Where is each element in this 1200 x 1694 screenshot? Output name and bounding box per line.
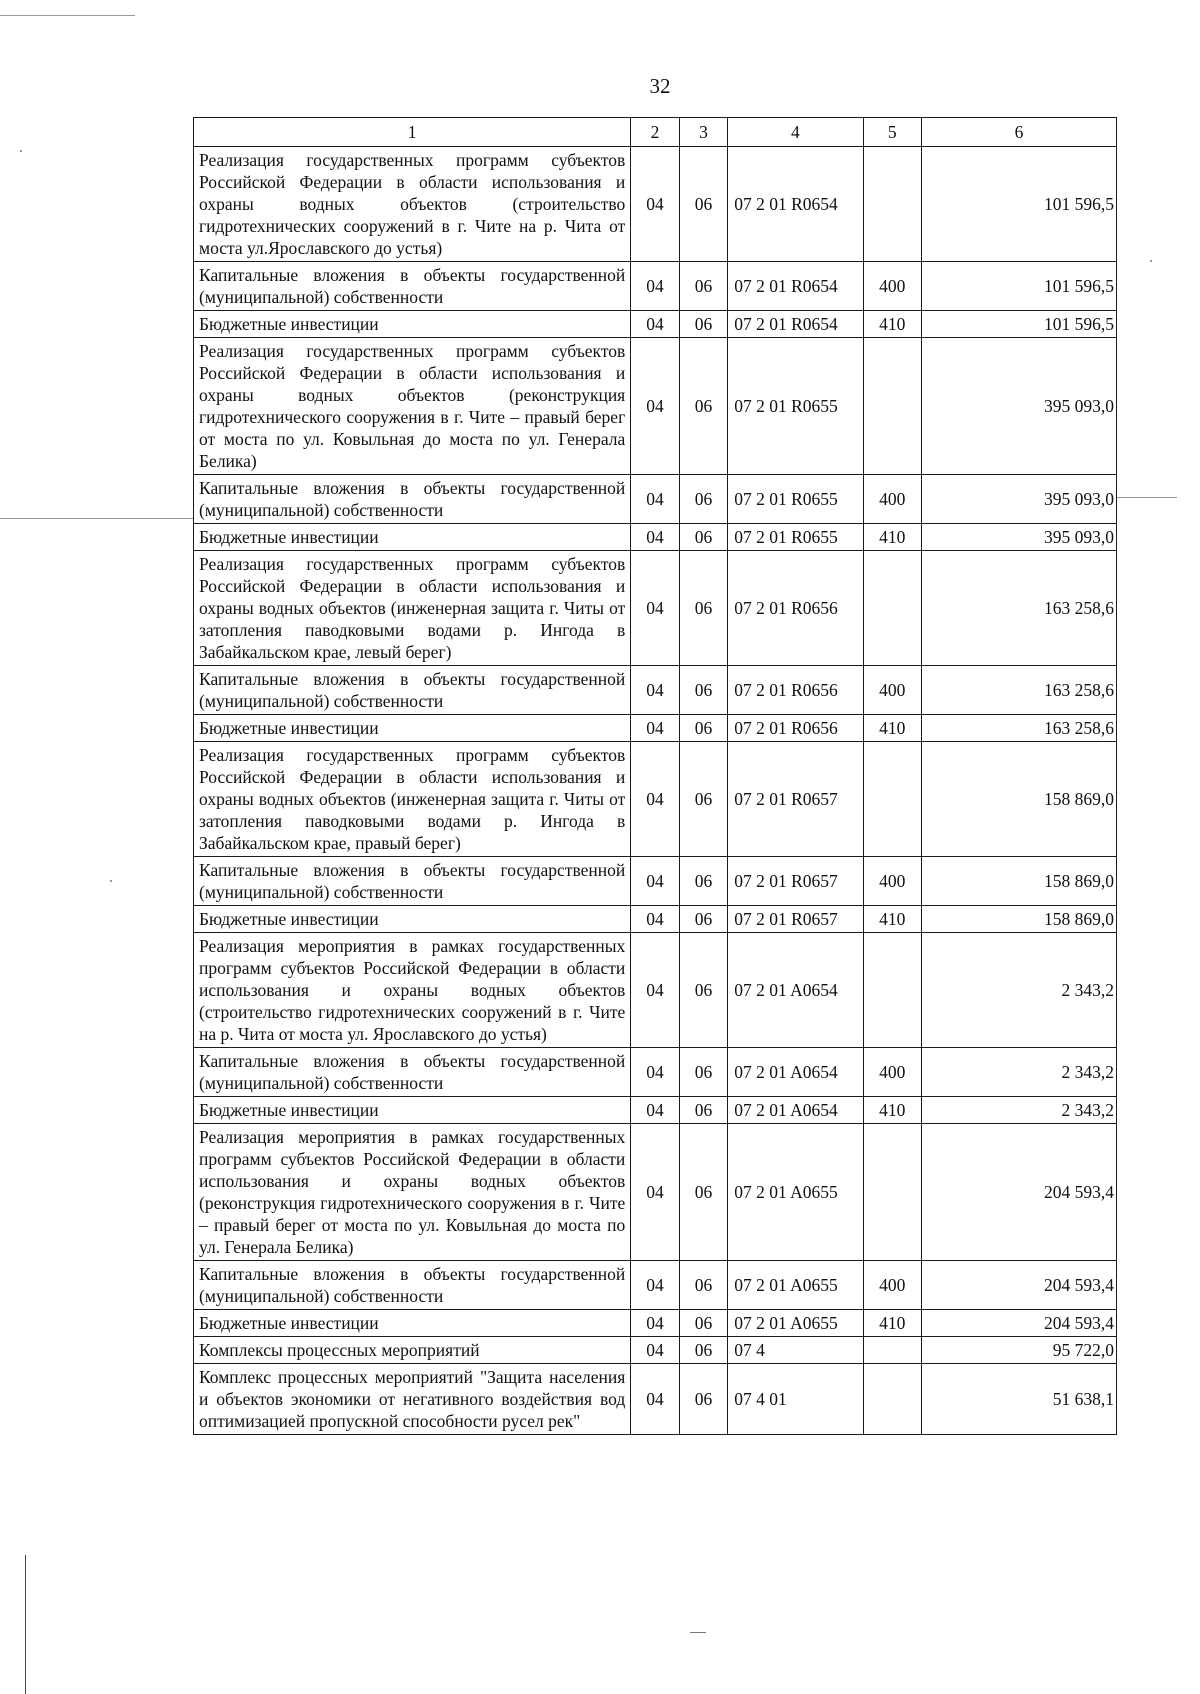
expense-type-cell bbox=[863, 742, 922, 857]
target-article-cell: 07 2 01 R0655 bbox=[728, 524, 863, 551]
table-row bbox=[194, 742, 1117, 857]
row-name-cell: Капитальные вложения в объекты государственной (муниципальной) собственности bbox=[194, 857, 631, 906]
target-article-cell: 07 2 01 R0657 bbox=[728, 742, 863, 857]
subsection-code-cell: 06 bbox=[679, 1124, 727, 1261]
amount-cell: 163 258,6 bbox=[922, 666, 1117, 715]
subsection-code-cell: 06 bbox=[679, 933, 727, 1048]
amount-cell: 204 593,4 bbox=[922, 1261, 1117, 1310]
subsection-code-cell: 06 bbox=[679, 715, 727, 742]
amount-cell: 101 596,5 bbox=[922, 311, 1117, 338]
budget-table bbox=[193, 117, 1117, 1435]
expense-type-cell bbox=[863, 933, 922, 1048]
subsection-code-cell: 06 bbox=[679, 262, 727, 311]
target-article-cell: 07 2 01 R0657 bbox=[728, 906, 863, 933]
table-row bbox=[194, 524, 1117, 551]
amount-cell: 95 722,0 bbox=[922, 1337, 1117, 1364]
expense-type-cell bbox=[863, 147, 922, 262]
target-article-cell: 07 2 01 A0654 bbox=[728, 933, 863, 1048]
target-article-cell: 07 2 01 R0656 bbox=[728, 666, 863, 715]
target-article-cell: 07 2 01 A0654 bbox=[728, 1048, 863, 1097]
expense-type-cell: 410 bbox=[863, 311, 922, 338]
subsection-code-cell: 06 bbox=[679, 1097, 727, 1124]
scan-speck bbox=[20, 150, 22, 152]
section-code-cell: 04 bbox=[631, 338, 679, 475]
target-article-cell: 07 2 01 A0655 bbox=[728, 1261, 863, 1310]
subsection-code-cell: 06 bbox=[679, 475, 727, 524]
table-row bbox=[194, 475, 1117, 524]
table-row bbox=[194, 666, 1117, 715]
amount-cell: 101 596,5 bbox=[922, 147, 1117, 262]
expense-type-cell bbox=[863, 551, 922, 666]
target-article-cell: 07 2 01 R0657 bbox=[728, 857, 863, 906]
row-name-cell: Капитальные вложения в объекты государственной (муниципальной) собственности bbox=[194, 1261, 631, 1310]
amount-cell: 51 638,1 bbox=[922, 1364, 1117, 1435]
row-name-cell: Комплекс процессных мероприятий "Защита населения и объектов экономики от негативного воздействия вод оптимизацией пропускной способности русел рек" bbox=[194, 1364, 631, 1435]
expense-type-cell: 400 bbox=[863, 475, 922, 524]
section-code-cell: 04 bbox=[631, 1097, 679, 1124]
table-row bbox=[194, 1261, 1117, 1310]
scan-artifact-line-right bbox=[1117, 497, 1177, 498]
amount-cell: 395 093,0 bbox=[922, 524, 1117, 551]
table-row bbox=[194, 906, 1117, 933]
amount-cell: 2 343,2 bbox=[922, 1048, 1117, 1097]
section-code-cell: 04 bbox=[631, 1261, 679, 1310]
row-name-cell: Бюджетные инвестиции bbox=[194, 524, 631, 551]
subsection-code-cell: 06 bbox=[679, 338, 727, 475]
row-name-cell: Бюджетные инвестиции bbox=[194, 1097, 631, 1124]
column-header: 5 bbox=[863, 118, 922, 147]
target-article-cell: 07 2 01 R0656 bbox=[728, 715, 863, 742]
section-code-cell: 04 bbox=[631, 1337, 679, 1364]
row-name-cell: Капитальные вложения в объекты государственной (муниципальной) собственности bbox=[194, 262, 631, 311]
table-body bbox=[194, 147, 1117, 1435]
table-row bbox=[194, 262, 1117, 311]
table-header-row bbox=[194, 118, 1117, 147]
section-code-cell: 04 bbox=[631, 1364, 679, 1435]
target-article-cell: 07 2 01 R0654 bbox=[728, 311, 863, 338]
table-row bbox=[194, 1048, 1117, 1097]
subsection-code-cell: 06 bbox=[679, 666, 727, 715]
column-header: 1 bbox=[194, 118, 631, 147]
subsection-code-cell: 06 bbox=[679, 1337, 727, 1364]
row-name-cell: Реализация мероприятия в рамках государственных программ субъектов Российской Федерации в области использования и охраны водных объектов (строительство гидротехнических сооружений в г. Чите на р. Чита от моста ул. Ярославского до устья) bbox=[194, 933, 631, 1048]
subsection-code-cell: 06 bbox=[679, 551, 727, 666]
target-article-cell: 07 2 01 R0654 bbox=[728, 262, 863, 311]
table-row bbox=[194, 1124, 1117, 1261]
subsection-code-cell: 06 bbox=[679, 742, 727, 857]
expense-type-cell: 400 bbox=[863, 1261, 922, 1310]
column-header: 2 bbox=[631, 118, 679, 147]
section-code-cell: 04 bbox=[631, 311, 679, 338]
scan-speck bbox=[110, 880, 112, 882]
amount-cell: 158 869,0 bbox=[922, 742, 1117, 857]
scan-artifact-line-left bbox=[0, 518, 193, 519]
section-code-cell: 04 bbox=[631, 475, 679, 524]
expense-type-cell bbox=[863, 1364, 922, 1435]
target-article-cell: 07 2 01 A0655 bbox=[728, 1124, 863, 1261]
table-row bbox=[194, 338, 1117, 475]
subsection-code-cell: 06 bbox=[679, 311, 727, 338]
target-article-cell: 07 2 01 R0655 bbox=[728, 475, 863, 524]
target-article-cell: 07 4 01 bbox=[728, 1364, 863, 1435]
expense-type-cell bbox=[863, 1124, 922, 1261]
target-article-cell: 07 2 01 R0654 bbox=[728, 147, 863, 262]
row-name-cell: Реализация мероприятия в рамках государственных программ субъектов Российской Федерации в области использования и охраны водных объектов (реконструкция гидротехнического сооружения в г. Чите – правый берег от моста по ул. Ковыльная до моста по ул. Генерала Белика) bbox=[194, 1124, 631, 1261]
table-row bbox=[194, 857, 1117, 906]
amount-cell: 395 093,0 bbox=[922, 338, 1117, 475]
section-code-cell: 04 bbox=[631, 1048, 679, 1097]
table-row bbox=[194, 715, 1117, 742]
section-code-cell: 04 bbox=[631, 666, 679, 715]
expense-type-cell bbox=[863, 338, 922, 475]
table-row bbox=[194, 147, 1117, 262]
row-name-cell: Комплексы процессных мероприятий bbox=[194, 1337, 631, 1364]
amount-cell: 395 093,0 bbox=[922, 475, 1117, 524]
expense-type-cell: 410 bbox=[863, 906, 922, 933]
row-name-cell: Бюджетные инвестиции bbox=[194, 311, 631, 338]
row-name-cell: Бюджетные инвестиции bbox=[194, 715, 631, 742]
table-row bbox=[194, 551, 1117, 666]
table-row bbox=[194, 311, 1117, 338]
subsection-code-cell: 06 bbox=[679, 1261, 727, 1310]
row-name-cell: Капитальные вложения в объекты государственной (муниципальной) собственности bbox=[194, 475, 631, 524]
target-article-cell: 07 4 bbox=[728, 1337, 863, 1364]
subsection-code-cell: 06 bbox=[679, 857, 727, 906]
amount-cell: 163 258,6 bbox=[922, 715, 1117, 742]
expense-type-cell: 410 bbox=[863, 1097, 922, 1124]
section-code-cell: 04 bbox=[631, 1310, 679, 1337]
amount-cell: 163 258,6 bbox=[922, 551, 1117, 666]
target-article-cell: 07 2 01 A0655 bbox=[728, 1310, 863, 1337]
amount-cell: 2 343,2 bbox=[922, 933, 1117, 1048]
scan-speck bbox=[690, 1632, 706, 1633]
section-code-cell: 04 bbox=[631, 1124, 679, 1261]
row-name-cell: Реализация государственных программ субъектов Российской Федерации в области использования и охраны водных объектов (строительство гидротехнических сооружений в г. Чите на р. Чита от моста ул.Ярославского до устья) bbox=[194, 147, 631, 262]
subsection-code-cell: 06 bbox=[679, 524, 727, 551]
column-header: 3 bbox=[679, 118, 727, 147]
section-code-cell: 04 bbox=[631, 524, 679, 551]
amount-cell: 204 593,4 bbox=[922, 1124, 1117, 1261]
subsection-code-cell: 06 bbox=[679, 1048, 727, 1097]
expense-type-cell: 400 bbox=[863, 666, 922, 715]
target-article-cell: 07 2 01 R0655 bbox=[728, 338, 863, 475]
section-code-cell: 04 bbox=[631, 742, 679, 857]
table-row bbox=[194, 1364, 1117, 1435]
expense-type-cell: 410 bbox=[863, 715, 922, 742]
expense-type-cell: 410 bbox=[863, 524, 922, 551]
page-number: 32 bbox=[649, 74, 671, 98]
expense-type-cell: 400 bbox=[863, 857, 922, 906]
table-row bbox=[194, 1337, 1117, 1364]
row-name-cell: Бюджетные инвестиции bbox=[194, 906, 631, 933]
expense-type-cell: 410 bbox=[863, 1310, 922, 1337]
subsection-code-cell: 06 bbox=[679, 1364, 727, 1435]
section-code-cell: 04 bbox=[631, 857, 679, 906]
amount-cell: 158 869,0 bbox=[922, 906, 1117, 933]
section-code-cell: 04 bbox=[631, 715, 679, 742]
section-code-cell: 04 bbox=[631, 262, 679, 311]
expense-type-cell: 400 bbox=[863, 1048, 922, 1097]
table-row bbox=[194, 1097, 1117, 1124]
row-name-cell: Бюджетные инвестиции bbox=[194, 1310, 631, 1337]
row-name-cell: Реализация государственных программ субъектов Российской Федерации в области использования и охраны водных объектов (реконструкция гидротехнического сооружения в г. Чите – правый берег от моста по ул. Ковыльная до моста по ул. Генерала Белика) bbox=[194, 338, 631, 475]
scan-artifact-line-top bbox=[0, 15, 135, 16]
subsection-code-cell: 06 bbox=[679, 1310, 727, 1337]
section-code-cell: 04 bbox=[631, 551, 679, 666]
target-article-cell: 07 2 01 A0654 bbox=[728, 1097, 863, 1124]
target-article-cell: 07 2 01 R0656 bbox=[728, 551, 863, 666]
table-row bbox=[194, 933, 1117, 1048]
section-code-cell: 04 bbox=[631, 933, 679, 1048]
row-name-cell: Капитальные вложения в объекты государственной (муниципальной) собственности bbox=[194, 666, 631, 715]
scan-speck bbox=[1150, 260, 1152, 262]
column-header: 6 bbox=[922, 118, 1117, 147]
row-name-cell: Капитальные вложения в объекты государственной (муниципальной) собственности bbox=[194, 1048, 631, 1097]
subsection-code-cell: 06 bbox=[679, 147, 727, 262]
subsection-code-cell: 06 bbox=[679, 906, 727, 933]
amount-cell: 158 869,0 bbox=[922, 857, 1117, 906]
section-code-cell: 04 bbox=[631, 906, 679, 933]
table-row bbox=[194, 1310, 1117, 1337]
row-name-cell: Реализация государственных программ субъектов Российской Федерации в области использования и охраны водных объектов (инженерная защита г. Читы от затопления паводковыми водами р. Ингода в Забайкальском крае, левый берег) bbox=[194, 551, 631, 666]
section-code-cell: 04 bbox=[631, 147, 679, 262]
amount-cell: 2 343,2 bbox=[922, 1097, 1117, 1124]
expense-type-cell: 400 bbox=[863, 262, 922, 311]
scan-margin-mark bbox=[25, 1555, 26, 1694]
row-name-cell: Реализация государственных программ субъектов Российской Федерации в области использования и охраны водных объектов (инженерная защита г. Читы от затопления паводковыми водами р. Ингода в Забайкальском крае, правый берег) bbox=[194, 742, 631, 857]
expense-type-cell bbox=[863, 1337, 922, 1364]
amount-cell: 101 596,5 bbox=[922, 262, 1117, 311]
amount-cell: 204 593,4 bbox=[922, 1310, 1117, 1337]
column-header: 4 bbox=[728, 118, 863, 147]
